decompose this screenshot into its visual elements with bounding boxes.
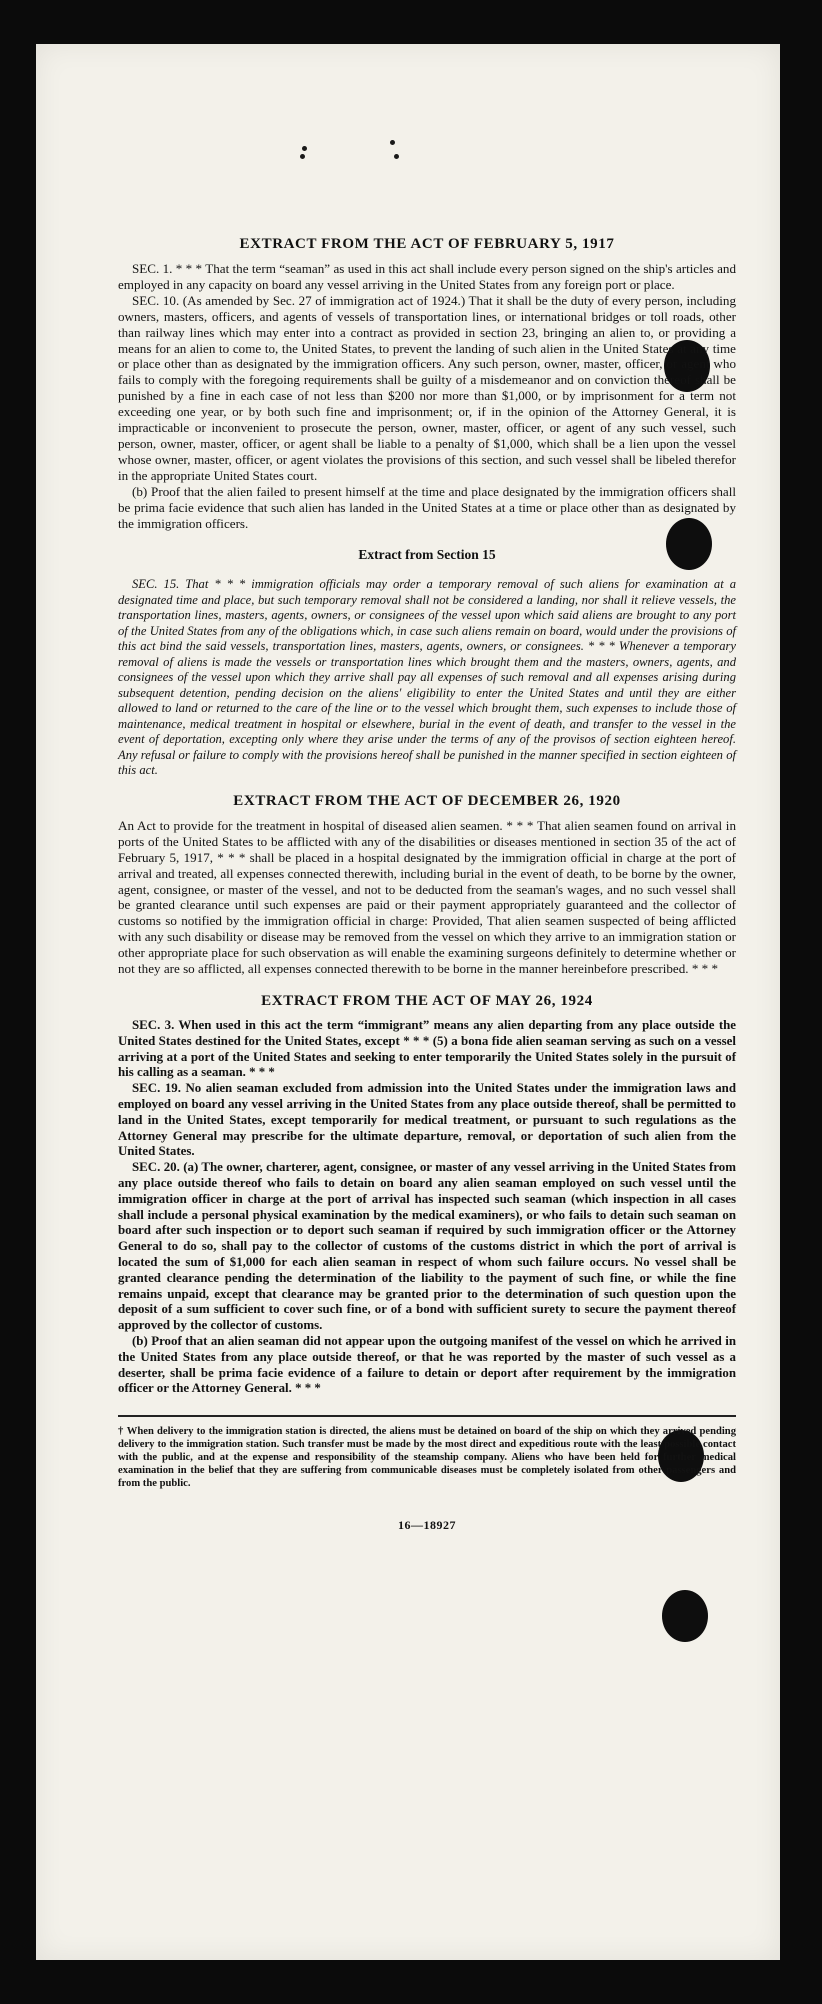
- section-title: EXTRACT FROM THE ACT OF MAY 26, 1924: [261, 992, 593, 1009]
- section-title: EXTRACT FROM THE ACT OF DECEMBER 26, 1920: [233, 792, 621, 809]
- paragraph: (b) Proof that an alien seaman did not appear upon the outgoing manifest of the vessel on which he arrived in the United States from any place outside thereof, or that he was reported by the master of such vessel as a deserter, shall be prima facie evidence of a failure to detain or deport after requirement by the immigration officer or the Attorney General. * * *: [118, 1333, 736, 1396]
- paragraph: (b) Proof that the alien failed to present himself at the time and place designated by the immigration officers shall be prima facie evidence that such alien has landed in the United States at a time or place other than as designated by the immigration officers.: [118, 483, 736, 531]
- paragraph: SEC. 19. No alien seaman excluded from admission into the United States under the immigration laws and employed on board any vessel arriving in the United States from any place outside thereof, shall be permitted to land in the United States, except temporarily for medical treatment, or pursuant to such regulations as the Attorney General may prescribe for the ultimate departure, removal, or deportation of such alien from the United States.: [118, 1081, 736, 1159]
- page-number: 16—18927: [398, 1518, 456, 1533]
- section-act-1924: [118, 993, 736, 1397]
- document-page: [36, 44, 780, 1960]
- section-act-1917: [118, 236, 736, 531]
- section-extract-15: [118, 547, 736, 779]
- footnote-divider: [118, 1415, 736, 1417]
- paragraph: SEC. 15. That * * * immigration officials may order a temporary removal of such aliens for examination at a designated time and place, but such temporary removal shall not be considered a landing, nor shall it relieve vessels, the transportation lines, masters, agents, owners, or consignees of the vessel upon which said aliens are brought to any port of the United States from any of the obligations which, in case such aliens remain on board, would under the provisions of this act bind the said vessels, transportation lines, masters, agents, owners, or consignees. * * * Whenever a temporary removal of aliens is made the vessels or transportation lines which brought them and the masters, owners, agents, and consignees of the vessel upon which they arrive shall pay all expenses of such removal and all expenses arising during subsequent detention, pending decision on the aliens' eligibility to enter the United States and until they are either allowed to land or returned to the care of the line or to the vessel which brought them, such expenses to include those of maintenance, medical treatment in hospital or elsewhere, burial in the event of death, and transfer to the vessel in the event of deportation, excepting only where they arise under the terms of any of the provisos of section eighteen hereof. Any refusal or failure to comply with the provisions hereof shall be punished in the manner specified in section eighteen of this act.: [118, 577, 736, 778]
- footnote-text: † When delivery to the immigration station is directed, the aliens must be detained on board of the ship on which they arrived pending delivery to the immigration station. Such transfer must be made by the most direct and expeditious route with the least possible contact with the public, and at the expense and responsibility of the steamship company. Aliens who have been held for further medical examination in the belief that they are suffering from communicable diseases must be completely isolated from other passengers and from the public.: [118, 1426, 736, 1490]
- paragraph: SEC. 3. When used in this act the term “immigrant” means any alien departing from any place outside the United States destined for the United States, except * * * (5) a bona fide alien seaman serving as such on a vessel arriving at a port of the United States and seeking to enter temporarily the United States solely in the pursuit of his calling as a seaman. * * *: [118, 1017, 736, 1080]
- dot-mark: [302, 146, 307, 151]
- dot-mark: [300, 154, 305, 159]
- paragraph: SEC. 10. (As amended by Sec. 27 of immigration act of 1924.) That it shall be the duty of every person, including owners, masters, officers, and agents of vessels of transportation lines, or international bridges or toll roads, other than railway lines which may enter into a contract as provided in section 23, bringing an alien to, or providing a means for an alien to come to, the United States, to prevent the landing of such alien in the United States at any time or place other than as designated by the immigration officers. Any such person, owner, master, officer, or agent who fails to comply with the foregoing requirements shall be guilty of a misdemeanor and on conviction thereof shall be punished by a fine in each case of not less than $200 nor more than $1,000, or by imprisonment for a term not exceeding one year, or by both such fine and imprisonment; or, if in the opinion of the Attorney General, it is impracticable or inconvenient to prosecute the person, owner, master, officer, or agent of any such vessel, such person, owner, master, officer, or agent shall be liable to a penalty of $1,000, which shall be a lien upon the vessel whose owner, master, officer, or agent violates the provisions of this section, and such vessel shall be libeled therefor in the appropriate United States court.: [118, 292, 736, 483]
- section-title: EXTRACT FROM THE ACT OF FEBRUARY 5, 1917: [239, 236, 615, 252]
- paragraph: SEC. 1. * * * That the term “seaman” as used in this act shall include every person signed on the ship's articles and employed in any capacity on board any vessel arriving in the United States from any foreign port or place.: [118, 261, 736, 292]
- dot-mark: [394, 154, 399, 159]
- dot-mark: [390, 140, 395, 145]
- paragraph: An Act to provide for the treatment in hospital of diseased alien seamen. * * * That alien seamen found on arrival in ports of the United States to be afflicted with any of the disabilities or diseases mentioned in section 35 of the act of February 5, 1917, * * * shall be placed in a hospital designated by the immigration official in charge at the port of arrival and treated, all expenses connected therewith, including burial in the event of death, to be borne by the owner, agent, consignee, or master of the vessel, and not to be deducted from the seaman's wages, and no such vessel shall be granted clearance until such expenses are paid or their payment appropriately guaranteed and the collector of customs so notified by the immigration official in charge: Provided, That alien seamen suspected of being afflicted with any such disability or disease may be removed from the vessel on which they arrive to an immigration station or other appropriate place for such observation as will enable the examining surgeons definitely to determine whether or not they are so afflicted, all expenses connected therewith to be borne in the manner hereinbefore prescribed. * * *: [118, 817, 736, 977]
- document-body: [118, 236, 736, 1533]
- punch-hole: [662, 1590, 708, 1642]
- section-act-1920: [118, 793, 736, 977]
- section-title: Extract from Section 15: [358, 547, 496, 563]
- printer-dots: [36, 140, 780, 200]
- footnote: [118, 1425, 736, 1490]
- paragraph: SEC. 20. (a) The owner, charterer, agent, consignee, or master of any vessel arriving in the United States from any place outside thereof who fails to detain on board any alien seaman employed on such vessel until the immigration officer in charge at the port of arrival has inspected such seaman (which inspection in all cases shall include a personal physical examination by the medical examiners), or who fails to detain such seaman on board after such inspection or to deport such seaman if required by such immigration officer or the Attorney General to do so, shall pay to the collector of customs of the customs district in which the port of arrival is located the sum of $1,000 for each alien seaman in respect of whom such failure occurs. No vessel shall be granted clearance pending the determination of the liability to the payment of such fine, or while the fine remains unpaid, except that clearance may be granted prior to the determination of such question upon the deposit of a sum sufficient to cover such fine, or of a bond with sufficient surety to secure the payment thereof approved by the collector of customs.: [118, 1160, 736, 1333]
